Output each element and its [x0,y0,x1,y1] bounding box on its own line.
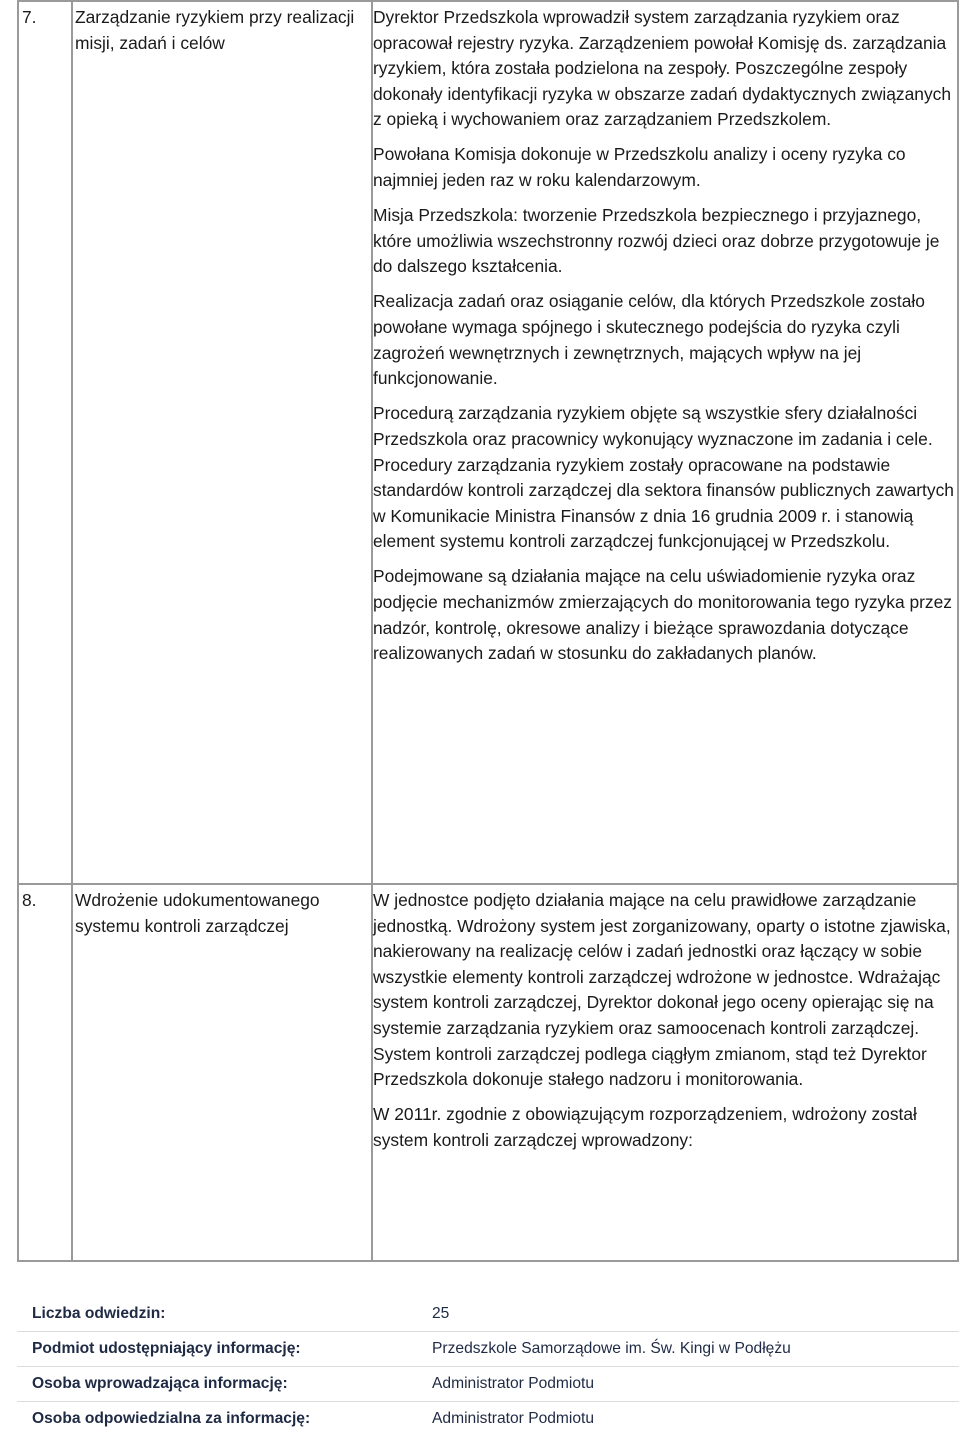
row-content [372,1,958,884]
row-content [372,884,958,1261]
meta-value: 25 [432,1305,450,1322]
document-table [17,0,959,1262]
meta-label: Liczba odwiedzin: [32,1305,166,1322]
paragraph: W jednostce podjęto działania mające na celu prawidłowe zarządzanie jednostką. Wdrożony system jest zorganizowany, oparty o istotne zjawiska, nakierowany na realizację celów i zadań jednostki oraz łączący w sobie wszystkie elementy kontroli zarządczej wdrożone w jednostce. Wdrażając system kontroli zarządczej, Dyrektor dokonał jego oceny opierając się na systemie zarządzania ryzykiem oraz samoocenach kontroli zarządczej. System kontroli zarządczej podlega ciągłym zmianom, stąd też Dyrektor Przedszkola dokonuje stałego nadzoru i monitorowania. [373,890,951,1090]
meta-row-publisher [17,1332,959,1367]
paragraph: Realizacja zadań oraz osiąganie celów, dla których Przedszkole zostało powołane wymaga spójnego i skutecznego podejścia do ryzyka czyli zagrożeń wewnętrznych i zewnętrznych, mających wpływ na jej funkcjonowanie. [373,291,925,389]
row-number: 8. [18,884,72,1261]
meta-row-responsible [17,1402,959,1436]
meta-row-entered-by [17,1367,959,1402]
meta-value: Administrator Podmiotu [432,1375,595,1392]
meta-value: Przedszkole Samorządowe im. Św. Kingi w Podłężu [432,1340,791,1357]
meta-label: Osoba wprowadzająca informację: [32,1375,288,1392]
row-title: Zarządzanie ryzykiem przy realizacji misji, zadań i celów [72,1,372,884]
table-row [18,884,958,1261]
info-footer [17,1297,959,1436]
table-row [18,1,958,884]
paragraph: Misja Przedszkola: tworzenie Przedszkola bezpiecznego i przyjaznego, które umożliwia wszechstronny rozwój dzieci oraz dobrze przygotowuje je do dalszego kształcenia. [373,205,940,277]
paragraph: Podejmowane są działania mające na celu uświadomienie ryzyka oraz podjęcie mechanizmów zmierzających do monitorowania tego ryzyka przez nadzór, kontrolę, okresowe analizy i bieżące sprawozdania dotyczące realizowanych zadań w stosunku do zakładanych planów. [373,566,952,664]
row-number: 7. [18,1,72,884]
paragraph: W 2011r. zgodnie z obowiązującym rozporządzeniem, wdrożony został system kontroli zarządczej wprowadzony: [373,1104,917,1150]
paragraph: Procedurą zarządzania ryzykiem objęte są wszystkie sfery działalności Przedszkola oraz pracownicy wykonujący wyznaczone im zadania i cele. Procedury zarządzania ryzykiem zostały opracowane na podstawie standardów kontroli zarządczej dla sektora finansów publicznych zawartych w Komunikacie Ministra Finansów z dnia 16 grudnia 2009 r. i stanowią element systemu kontroli zarządczej funkcjonującej w Przedszkolu. [373,403,954,552]
meta-label: Podmiot udostępniający informację: [32,1340,301,1357]
meta-value: Administrator Podmiotu [432,1410,595,1427]
paragraph: Powołana Komisja dokonuje w Przedszkolu analizy i oceny ryzyka co najmniej jeden raz w roku kalendarzowym. [373,144,906,191]
meta-label: Osoba odpowiedzialna za informację: [32,1410,311,1427]
meta-row-visits [17,1297,959,1332]
paragraph: Dyrektor Przedszkola wprowadził system zarządzania ryzykiem oraz opracował rejestry ryzyka. Zarządzeniem powołał Komisję ds. zarządzania ryzykiem, która została podzielona na zespoły. Poszczególne zespoły dokonały identyfikacji ryzyka w obszarze zadań dydaktycznych związanych z opieką i wychowaniem oraz zarządzaniem Przedszkolem. [373,7,952,130]
row-title: Wdrożenie udokumentowanego systemu kontroli zarządczej [72,884,372,1261]
